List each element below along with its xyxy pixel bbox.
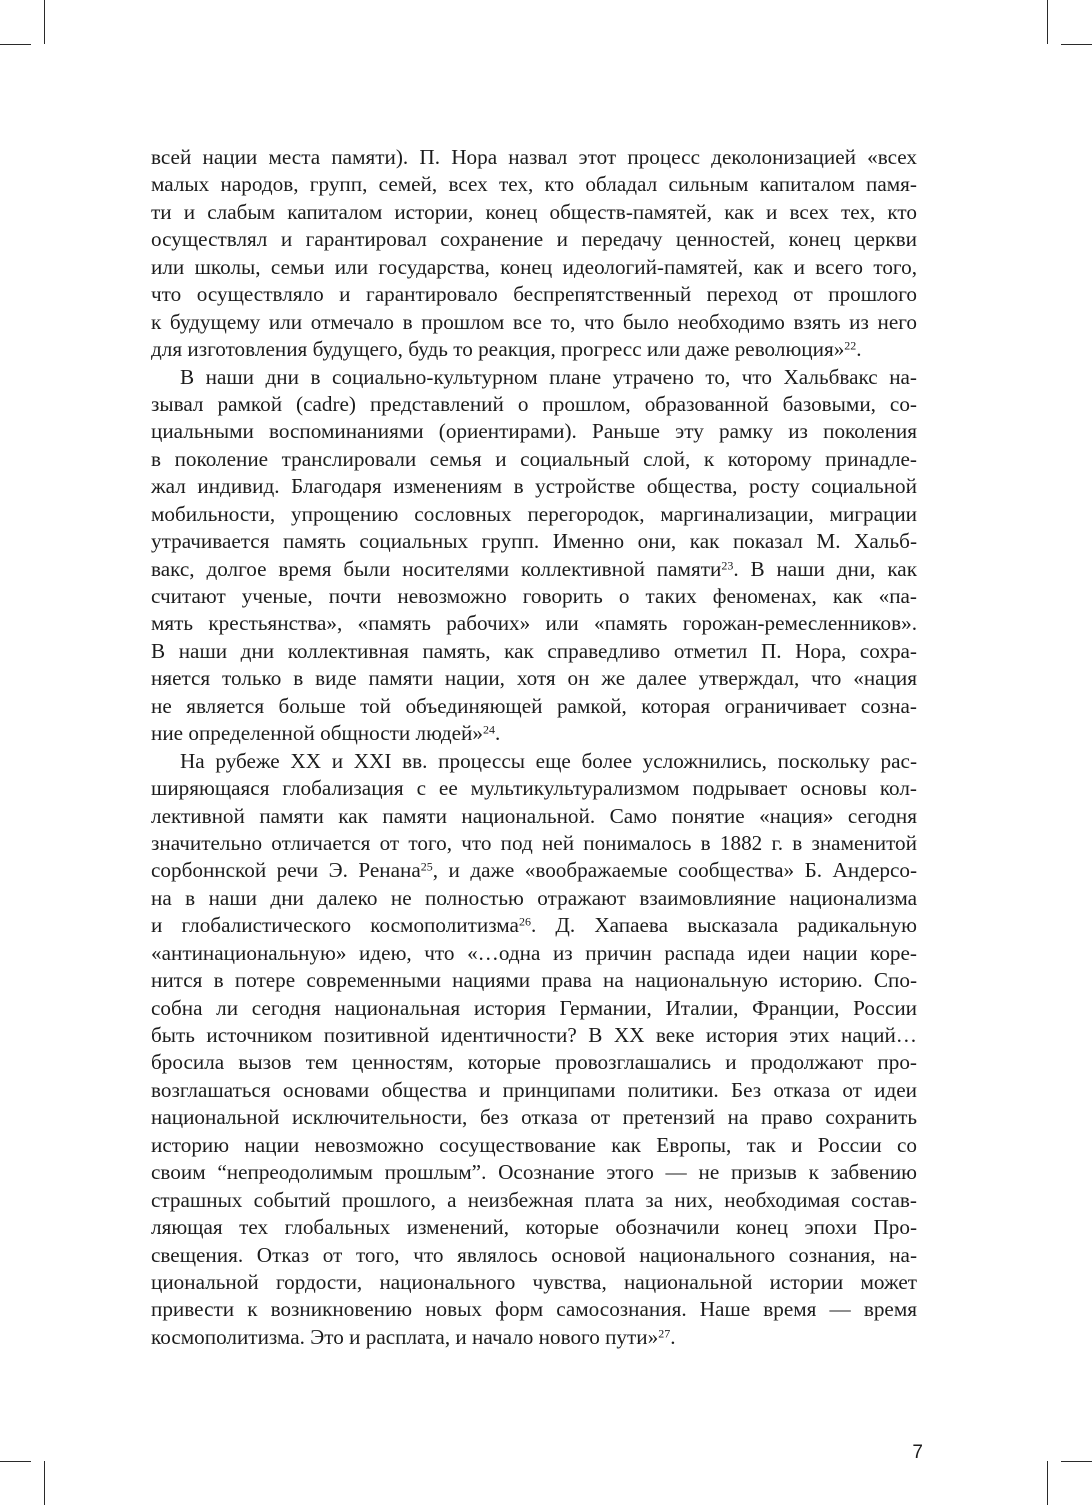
text-line: [151, 885, 917, 912]
line-text: не является больше той объединяющей рамкой, которая ограничивает созна-: [151, 693, 917, 718]
text-line: [151, 473, 917, 500]
line-text: свещения. Отказ от того, что являлось основой национального сознания, на-: [151, 1242, 917, 1267]
text-line: [151, 610, 917, 637]
line-text: в поколение транслировали семья и социальный слой, к которому принадле-: [151, 446, 917, 471]
line-text: считают ученые, почти невозможно говорить о таких феноменах, как «па-: [151, 584, 917, 608]
line-text: национальной исключительности, без отказа от претензий на право сохранить: [151, 1105, 917, 1130]
line-text: возглашаться основами общества и принципами политики. Без отказа от идеи: [151, 1077, 917, 1102]
text-line: [151, 693, 917, 720]
line-text: ляющая тех глобальных изменений, которые обозначили конец эпохи Про-: [151, 1215, 917, 1240]
text-line: [151, 1159, 917, 1186]
line-text-after: .: [495, 721, 501, 746]
crop-mark: [44, 1461, 45, 1505]
text-line: [151, 528, 917, 555]
line-text: привести к возникновению новых форм самосознания. Наше время — время: [151, 1297, 917, 1322]
text-line: [151, 967, 917, 994]
footnote-ref: 25: [420, 859, 433, 874]
text-line: [151, 336, 917, 363]
line-text: для изготовления будущего, будь то реакция, прогресс или даже революция»: [151, 337, 845, 362]
line-text: своим “непреодолимым прошлым”. Осознание этого — не призыв к забвению: [151, 1160, 917, 1185]
line-text-after: , и даже «воображаемые сообщества» Б. Андерсо-: [432, 858, 917, 883]
line-text: малых народов, групп, семей, всех тех, кто обладал сильным капиталом памя-: [151, 172, 917, 197]
text-line: [151, 1269, 917, 1296]
line-text: собна ли сегодня национальная история Германии, Италии, Франции, России: [151, 995, 917, 1020]
paragraph: [151, 364, 917, 748]
footnote-ref: 27: [658, 1326, 671, 1341]
line-text: жал индивид. Благодаря изменениям в устройстве общества, росту социальной: [151, 474, 917, 499]
line-text: лективной памяти как памяти национальной. Само понятие «нация» сегодня: [151, 803, 917, 828]
text-line: [151, 226, 917, 253]
text-line: [151, 830, 917, 857]
text-line: [151, 748, 917, 775]
text-line: [151, 857, 917, 884]
footnote-ref: 26: [518, 914, 531, 929]
line-text: всей нации места памяти). П. Нора назвал этот процесс деколонизацией «всех: [151, 145, 917, 169]
footnote-ref: 22: [844, 338, 857, 353]
line-text: или школы, семьи или государства, конец идеологий-памятей, как и всего того,: [151, 254, 917, 279]
line-text: к будущему или отмечало в прошлом все то, что было необходимо взять из него: [151, 309, 917, 334]
line-text: В наши дни в социально-культурном плане утрачено то, что Хальбвакс на-: [180, 364, 917, 389]
text-line: [151, 912, 917, 939]
line-text-after: . В наши дни, как: [733, 556, 917, 581]
text-line: [151, 199, 917, 226]
text-line: [151, 638, 917, 665]
crop-mark: [0, 44, 31, 45]
line-text: на в наши дни далеко не полностью отражают взаимовлияние национализма: [151, 885, 917, 910]
text-line: [151, 391, 917, 418]
text-line: [151, 556, 917, 583]
page-number: 7: [912, 1442, 923, 1463]
crop-mark: [1047, 0, 1048, 44]
line-text: На рубеже XX и XXI вв. процессы еще более усложнились, поскольку рас-: [180, 748, 917, 773]
text-line: [151, 1242, 917, 1269]
text-line: [151, 281, 917, 308]
text-line: [151, 803, 917, 830]
text-line: [151, 171, 917, 198]
text-line: [151, 1214, 917, 1241]
crop-mark: [1061, 44, 1092, 45]
text-line: [151, 364, 917, 391]
text-line: [151, 144, 917, 171]
line-text-after: .: [670, 1324, 676, 1349]
text-line: [151, 1077, 917, 1104]
text-line: [151, 501, 917, 528]
line-text: космополитизма. Это и расплата, и начало нового пути»: [151, 1324, 659, 1349]
footnote-ref: 23: [721, 557, 734, 572]
line-text: значительно отличается от того, что под ней понималось в 1882 г. в знаменитой: [151, 830, 917, 855]
line-text: бросила вызов тем ценностям, которые провозглашались и продолжают про-: [151, 1050, 917, 1075]
line-text: историю нации невозможно сосуществование как Европы, так и России со: [151, 1132, 917, 1157]
text-line: [151, 446, 917, 473]
text-line: [151, 1324, 917, 1351]
line-text: зывал рамкой (cadre) представлений о прошлом, образованной базовыми, со-: [151, 391, 917, 416]
line-text: нится в потере современными нациями права на национальную историю. Спо-: [151, 968, 917, 993]
line-text: страшных событий прошлого, а неизбежная плата за них, необходимая состав-: [151, 1187, 917, 1212]
text-line: [151, 1296, 917, 1323]
line-text: быть источником позитивной идентичности? В XX веке история этих наций…: [151, 1023, 917, 1047]
line-text-after: . Д. Хапаева высказала радикальную: [530, 913, 918, 938]
text-line: [151, 1022, 917, 1049]
paragraph: [151, 144, 917, 364]
line-text: утрачивается память социальных групп. Именно они, как показал М. Хальб-: [151, 529, 917, 554]
line-text: и глобалистического космополитизма: [151, 913, 519, 938]
line-text: мобильности, упрощению сословных перегородок, маргинализации, миграции: [151, 501, 917, 526]
line-text: циальными воспоминаниями (ориентирами). Раньше эту рамку из поколения: [151, 419, 917, 444]
line-text: мять крестьянства», «память рабочих» или «память горожан-ремесленников».: [151, 611, 917, 636]
text-line: [151, 418, 917, 445]
line-text: ширяющаяся глобализация с ее мультикультурализмом подрывает основы кол-: [151, 776, 917, 801]
text-line: [151, 720, 917, 747]
line-text: В наши дни коллективная память, как справедливо отметил П. Нора, сохра-: [151, 638, 917, 663]
crop-mark: [1047, 1461, 1048, 1505]
text-line: [151, 1049, 917, 1076]
text-line: [151, 665, 917, 692]
crop-mark: [44, 0, 45, 44]
text-line: [151, 309, 917, 336]
line-text: что осуществляло и гарантировало беспрепятственный переход от прошлого: [151, 282, 917, 307]
footnote-ref: 24: [483, 722, 495, 737]
line-text: осуществлял и гарантировал сохранение и передачу ценностей, конец церкви: [151, 227, 917, 252]
text-line: [151, 1187, 917, 1214]
body-text: [151, 144, 917, 1351]
text-line: [151, 940, 917, 967]
text-line: [151, 775, 917, 802]
line-text-after: .: [856, 337, 862, 362]
text-line: [151, 1104, 917, 1131]
line-text: вакс, долгое время были носителями коллективной памяти: [151, 556, 722, 581]
text-line: [151, 995, 917, 1022]
line-text: ти и слабым капиталом истории, конец обществ-памятей, как и всех тех, кто: [151, 199, 917, 224]
line-text: няется только в виде памяти нации, хотя он же далее утверждал, что «нация: [151, 666, 917, 691]
text-line: [151, 254, 917, 281]
line-text: сорбоннской речи Э. Ренана: [151, 858, 421, 883]
text-line: [151, 583, 917, 610]
line-text: ние определенной общности людей»: [151, 721, 483, 746]
line-text: «антинациональную» идею, что «…одна из причин распада идеи нации коре-: [151, 940, 917, 965]
crop-mark: [1061, 1461, 1092, 1462]
paragraph: [151, 748, 917, 1352]
line-text: циональной гордости, национального чувства, национальной истории может: [151, 1269, 917, 1294]
text-line: [151, 1132, 917, 1159]
crop-mark: [0, 1461, 31, 1462]
